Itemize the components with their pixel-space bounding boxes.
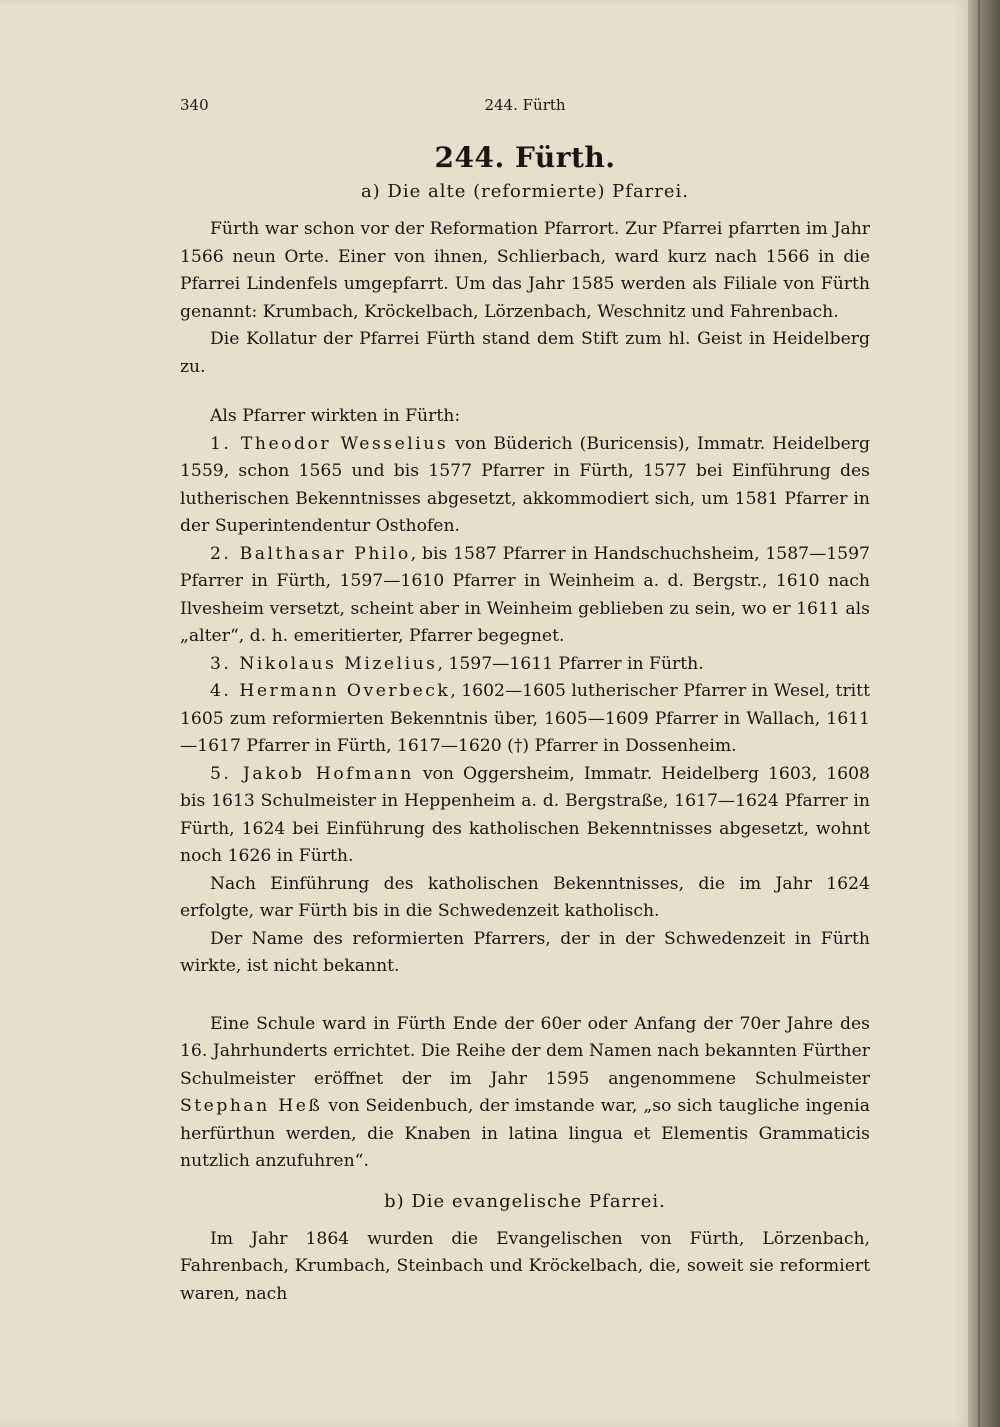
pastor-text-3: , 1597—1611 Pfarrer in Fürth.: [437, 653, 704, 674]
intro-paragraph-2: Die Kollatur der Pfarrei Fürth stand dem Stift zum hl. Geist in Heidelberg zu.: [180, 329, 870, 377]
school-text-after: von Seidenbuch, der imstande war, „so sich taugliche ingenia herfürthun werden, die Knaben in latina lingua et Elementis Grammaticis nutzlich anzufuhren“.: [180, 1096, 870, 1171]
intro-paragraph-1: Fürth war schon vor der Reformation Pfarrort. Zur Pfarrei pfarrten im Jahr 1566 neun Orte. Einer von ihnen, Schlierbach, ward kurz nach 1566 in die Pfarrei Lindenfels umgepfarrt. Um das Jahr 1585 werden als Filiale von Fürth genannt: Krumbach, Kröckelbach, Lörzenbach, Weschnitz und Fahrenbach.: [180, 219, 870, 322]
after-paragraph-2: Der Name des reformierten Pfarrers, der in der Schwedenzeit in Fürth wirkte, ist nicht bekannt.: [180, 928, 870, 976]
schoolmaster-name: Stephan Heß: [180, 1096, 323, 1116]
pastor-entry-4: [180, 678, 870, 761]
page-edge-line: [978, 0, 980, 1427]
pastor-text-2: , bis 1587 Pfarrer in Handschuchsheim, 1587—1597 Pfarrer in Fürth, 1597—1610 Pfarrer in Weinheim a. d. Bergstr., 1610 nach Ilvesheim versetzt, scheint aber in Weinheim geblieben zu sein, wo er 1611 als „alter“, d. h. emeritierter, Pfarrer begegnet.: [180, 543, 870, 646]
pastors-intro: Als Pfarrer wirkten in Fürth:: [210, 406, 461, 426]
pastor-text-4: , 1602—1605 lutherischer Pfarrer in Wesel, tritt 1605 zum reformierten Bekenntnis über, 1605—1609 Pfarrer in Wallach, 1611—1617 Pfarrer in Fürth, 1617—1620 (†) Pfarrer in Dossenheim.: [180, 681, 870, 756]
section-b-heading: b) Die evangelische Pfarrei.: [384, 1190, 666, 1212]
pastor-entry-2: [180, 541, 870, 651]
after-paragraph-1: Nach Einführung des katholischen Bekenntnisses, die im Jahr 1624 erfolgte, war Fürth bis in die Schwedenzeit katholisch.: [180, 873, 870, 921]
pastor-entry-3: [180, 651, 870, 679]
page-edge-shadow: [968, 0, 1000, 1427]
page-number: 340: [180, 96, 209, 114]
page-content: [180, 140, 870, 1308]
pastor-name-3: 3. Nikolaus Mizelius: [210, 653, 438, 674]
running-head: 244. Fürth: [484, 96, 566, 114]
pastor-entry-1: [180, 431, 870, 541]
pastor-text-1: von Büderich (Buricensis), Immatr. Heidelberg 1559, schon 1565 und bis 1577 Pfarrer in Fürth, 1577 bei Einführung des lutherischen Bekenntnisses abgesetzt, akkommodiert sich, um 1581 Pfarrer in der Superintendentur Osthofen.: [180, 433, 871, 536]
pastor-text-5: von Oggersheim, Immatr. Heidelberg 1603, 1608 bis 1613 Schulmeister in Heppenheim a. d. Bergstraße, 1617—1624 Pfarrer in Fürth, 1624 bei Einführung des katholischen Bekenntnisses abgesetzt, wohnt noch 1626 in Fürth.: [180, 763, 870, 866]
page-header: [180, 96, 870, 120]
pastor-name-1: 1. Theodor Wesselius: [210, 433, 449, 454]
pastor-entry-5: [180, 761, 870, 871]
pastor-name-5: 5. Jakob Hofmann: [210, 763, 414, 784]
section-a-heading: a) Die alte (reformierte) Pfarrei.: [360, 181, 690, 202]
pastor-name-4: 4. Hermann Overbeck: [210, 681, 451, 701]
school-paragraph: [180, 1011, 870, 1176]
chapter-title: 244. Fürth.: [434, 141, 616, 174]
school-text-before: Eine Schule ward in Fürth Ende der 60er oder Anfang der 70er Jahre des 16. Jahrhunderts errichtet. Die Reihe der dem Namen nach bekannten Fürther Schulmeister eröffnet der im Jahr 1595 angenommene Schulmeister: [180, 1013, 870, 1089]
pastor-name-2: 2. Balthasar Philo: [210, 543, 411, 564]
section-b-paragraph: Im Jahr 1864 wurden die Evangelischen von Fürth, Lörzenbach, Fahrenbach, Krumbach, Steinbach und Kröckelbach, die, soweit sie reformiert waren, nach: [180, 1228, 870, 1304]
